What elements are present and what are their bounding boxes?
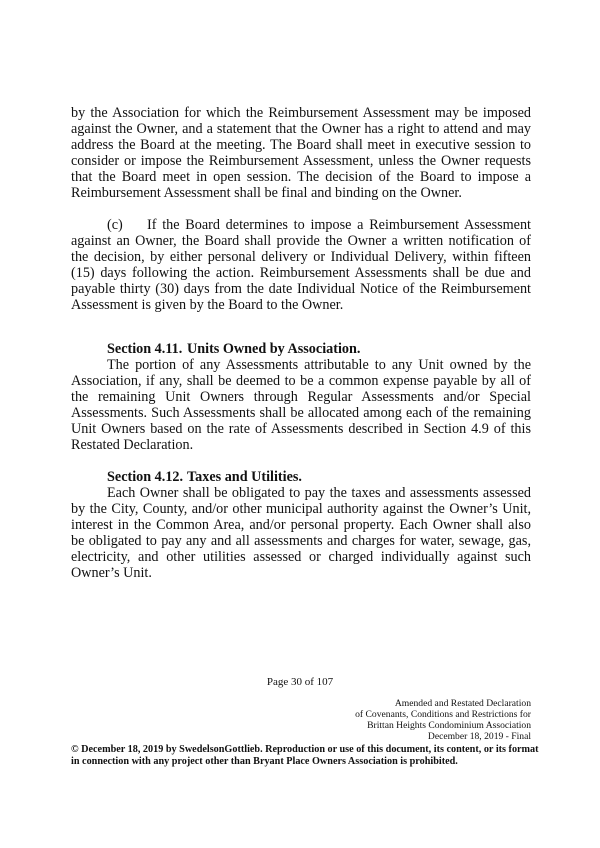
subsection-c-text: If the Board determines to impose a Reimbursement Assessment against an Owner, the Board shall provide the Owner a written notification of the decision, by either personal delivery or Individual Delivery, within fifteen (15) days following the action. Reimbursement Assessments shall be due and payable thirty (30) days from the date Individual Notice of the Reimbursement Assessment is given by the Board to the Owner. [71, 217, 531, 313]
doc-info-line: of Covenants, Conditions and Restrictions for [355, 709, 531, 720]
section-4-12-title: Taxes and Utilities. [187, 469, 302, 485]
section-4-12-heading [107, 469, 302, 485]
subsection-c-label: (c) [107, 217, 123, 233]
section-4-11-heading [107, 341, 360, 357]
doc-info-line: December 18, 2019 - Final [427, 731, 531, 742]
copyright-notice: © December 18, 2019 by SwedelsonGottlieb. Reproduction or use of this document, its content, or its format in connection with any project other than Bryant Place Owners Association is prohibited. [71, 744, 539, 767]
doc-info-line: Brittan Heights Condominium Association [367, 720, 531, 731]
document-info-footer [355, 698, 531, 742]
subsection-c-paragraph [71, 217, 531, 313]
doc-info-line: Amended and Restated Declaration [394, 698, 531, 709]
page-number: Page 30 of 107 [266, 676, 334, 688]
section-4-12-body: Each Owner shall be obligated to pay the taxes and assessments assessed by the City, County, and/or other municipal authority against the Owner’s Unit, interest in the Common Area, and/or personal property. Each Owner shall also be obligated to pay any and all assessments and charges for water, sewage, gas, electricity, and other utilities assessed or charged individually against such Owner’s Unit. [71, 485, 531, 581]
section-4-12-number: Section 4.12. [107, 469, 184, 485]
section-4-11-number: Section 4.11. [107, 341, 183, 357]
section-4-11-title: Units Owned by Association. [187, 341, 361, 357]
section-4-11-body: The portion of any Assessments attributable to any Unit owned by the Association, if any, shall be deemed to be a common expense payable by all of the remaining Unit Owners through Regular Assessments and/or Special Assessments. Such Assessments shall be allocated among each of the remaining Unit Owners based on the rate of Assessments described in Section 4.9 of this Restated Declaration. [71, 357, 531, 453]
intro-paragraph: by the Association for which the Reimbursement Assessment may be imposed against the Owner, and a statement that the Owner has a right to attend and may address the Board at the meeting. The Board shall meet in executive session to consider or impose the Reimbursement Assessment, unless the Owner requests that the Board meet in open session. The decision of the Board to impose a Reimbursement Assessment shall be final and binding on the Owner. [71, 105, 531, 201]
